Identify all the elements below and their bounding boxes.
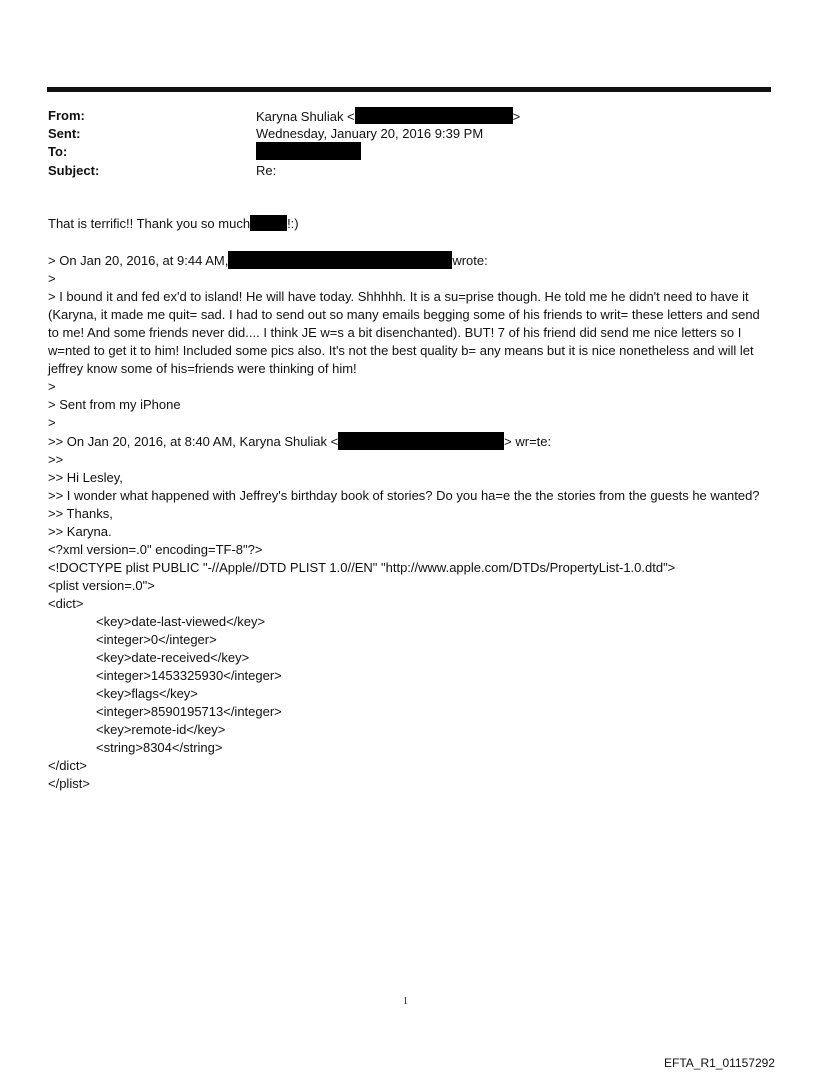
xml-declaration: <?xml version=.0" encoding=TF-8"?> <box>48 542 263 557</box>
reply-line <box>48 215 773 233</box>
plist-entry: <integer>8590195713</integer> <box>96 704 282 719</box>
quote2-wrote: > wr=te: <box>504 434 552 449</box>
quote1-wrote: wrote: <box>452 253 488 268</box>
document-id: EFTA_R1_01157292 <box>664 1056 775 1070</box>
email-body <box>48 215 773 793</box>
from-close: > <box>512 109 521 124</box>
xml-doctype: <!DOCTYPE plist PUBLIC "-//Apple//DTD PLIST 1.0//EN" "http://www.apple.com/DTDs/PropertyList-1.0.dtd"> <box>48 560 676 575</box>
quote-marker: >> <box>48 452 64 467</box>
page-number: 1 <box>403 996 408 1007</box>
subject-label: Subject: <box>48 163 100 178</box>
reply-name-redaction <box>250 215 287 231</box>
quote2-header <box>48 432 773 451</box>
quote-marker: > <box>48 271 56 286</box>
reply-text: That is terrific!! Thank you so much <box>48 216 251 231</box>
plist-entry: <key>date-received</key> <box>96 650 250 665</box>
greeting-line: >> Hi Lesley, <box>48 470 123 485</box>
plist-entry: <integer>1453325930</integer> <box>96 668 282 683</box>
plist-entry: <string>8304</string> <box>96 740 223 755</box>
quote1-sender-redaction <box>228 251 452 269</box>
quote2-email-redaction <box>338 432 504 450</box>
quote1-paragraph: > I bound it and fed ex'd to island! He will have today. Shhhhh. It is a su=prise though. He told me he didn't need to have it (Karyna, it made me quit= sad. I had to send out so many emails begging some of his friends to writ= these letters and send to me! And some friends never did.... I think JE w=s a bit disenchanted). BUT! 7 of his friend did send me nice letters so I w=nted to get it to him! Included some pics also. It's not the best quality b= any means but it is nice nonetheless and will let jeffrey know some of his=friends were thinking of him! <box>48 289 760 376</box>
signature-line: >> Karyna. <box>48 524 112 539</box>
dict-close: </dict> <box>48 758 88 773</box>
from-value <box>256 107 520 126</box>
thanks-line: >> Thanks, <box>48 506 113 521</box>
reply-text-end: !:) <box>287 216 299 231</box>
sent-label: Sent: <box>48 126 81 141</box>
spacer <box>48 233 773 251</box>
to-label: To: <box>48 144 68 159</box>
from-name: Karyna Shuliak < <box>256 109 355 124</box>
plist-entry: <key>remote-id</key> <box>96 722 226 737</box>
plist-entry: <key>flags</key> <box>96 686 198 701</box>
wonder-paragraph: >> I wonder what happened with Jeffrey's birthday book of stories? Do you ha=e the the stories from the guests he wanted? <box>48 488 760 503</box>
quote-marker: > <box>48 379 56 394</box>
to-redaction <box>256 142 361 160</box>
from-label: From: <box>48 108 85 123</box>
header-rule <box>47 87 771 92</box>
quote1-header <box>48 251 773 270</box>
plist-entry: <key>date-last-viewed</key> <box>96 614 266 629</box>
sent-from-line: > Sent from my iPhone <box>48 397 181 412</box>
quote1-header-text: > On Jan 20, 2016, at 9:44 AM, <box>48 253 229 268</box>
sent-value: Wednesday, January 20, 2016 9:39 PM <box>256 126 484 141</box>
plist-close: </plist> <box>48 776 90 791</box>
quote2-header-text: >> On Jan 20, 2016, at 8:40 AM, Karyna Shuliak < <box>48 434 339 449</box>
plist-entry: <integer>0</integer> <box>96 632 217 647</box>
from-email-redaction <box>355 107 513 124</box>
quote-marker: > <box>48 415 56 430</box>
plist-open: <plist version=.0"> <box>48 578 155 593</box>
dict-open: <dict> <box>48 596 84 611</box>
subject-value: Re: <box>256 163 277 178</box>
to-value <box>256 142 361 160</box>
